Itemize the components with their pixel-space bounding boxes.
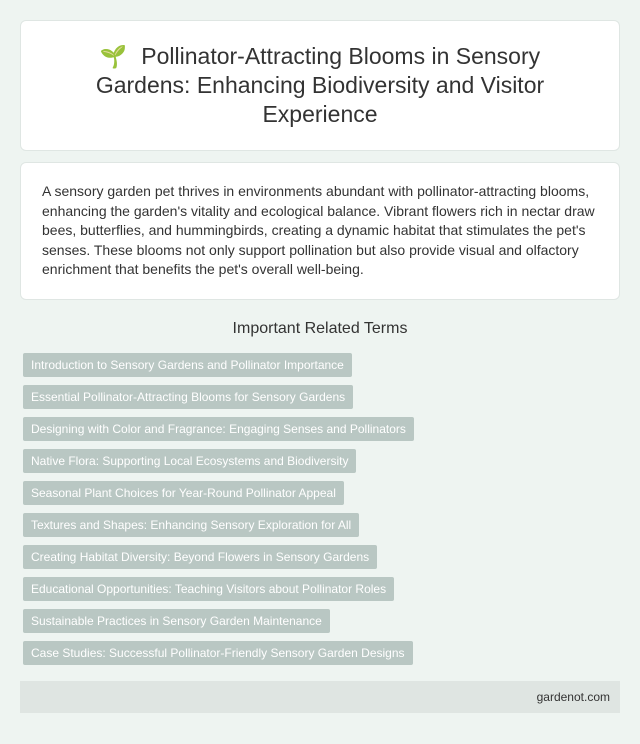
page-title [61, 42, 579, 129]
term-tag[interactable]: Sustainable Practices in Sensory Garden Maintenance [23, 609, 330, 633]
page-title-text: Pollinator-Attracting Blooms in Sensory Gardens: Enhancing Biodiversity and Visitor Experience [95, 43, 545, 127]
summary-text: A sensory garden pet thrives in environments abundant with pollinator-attracting blooms, enhancing the garden's vitality and ecological balance. Vibrant flowers rich in nectar draw bees, butterflies, and hummingbirds, creating a dynamic habitat that stimulates the pet's senses. These blooms not only support pollination but also provide visual and olfactory enrichment that benefits the pet's overall well-being. [42, 183, 595, 278]
term-tag[interactable]: Case Studies: Successful Pollinator-Friendly Sensory Garden Designs [23, 641, 413, 665]
term-tag[interactable]: Textures and Shapes: Enhancing Sensory Exploration for All [23, 513, 359, 537]
related-terms-heading: Important Related Terms [232, 320, 408, 337]
term-tag[interactable]: Designing with Color and Fragrance: Engaging Senses and Pollinators [23, 417, 414, 441]
term-tag[interactable]: Introduction to Sensory Gardens and Pollinator Importance [23, 353, 352, 377]
term-tag[interactable]: Educational Opportunities: Teaching Visitors about Pollinator Roles [23, 577, 394, 601]
term-tag[interactable]: Essential Pollinator-Attracting Blooms for Sensory Gardens [23, 385, 353, 409]
footer [20, 681, 620, 713]
term-tag[interactable]: Native Flora: Supporting Local Ecosystems and Biodiversity [23, 449, 356, 473]
title-card [20, 20, 620, 151]
term-tag[interactable]: Creating Habitat Diversity: Beyond Flowers in Sensory Gardens [23, 545, 377, 569]
footer-site[interactable]: gardenot.com [536, 690, 610, 704]
related-terms-list [23, 353, 623, 673]
seedling-icon: 🌱 [99, 44, 128, 69]
term-tag[interactable]: Seasonal Plant Choices for Year-Round Pollinator Appeal [23, 481, 344, 505]
summary-card [20, 162, 620, 300]
